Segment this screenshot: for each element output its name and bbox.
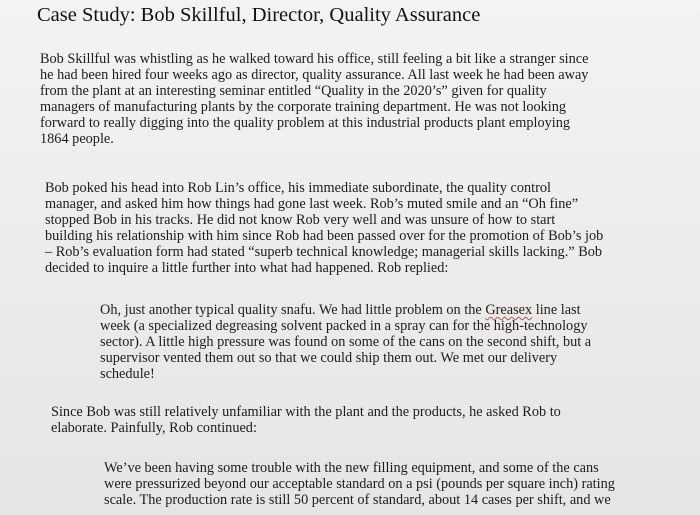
paragraph-line: managers of manufacturing plants by the corporate training department. He was not looking: [40, 99, 567, 115]
paragraph-3: [51, 404, 561, 436]
paragraph-line: stopped Bob in his tracks. He did not know Rob very well and was unsure of how to start: [45, 212, 556, 228]
paragraph-line: forward to really digging into the quality problem at this industrial products plant employing: [40, 115, 571, 131]
paragraph-line: – Rob’s evaluation form had stated “superb technical knowledge; managerial skills lacking.” Bob: [45, 244, 603, 260]
quote-text: line last: [532, 302, 581, 318]
quote-line: were pressurized beyond our acceptable standard on a psi (pounds per square inch) rating: [104, 476, 615, 492]
paragraph-line: Since Bob was still relatively unfamiliar with the plant and the products, he asked Rob to: [51, 404, 561, 420]
paragraph-1: [40, 51, 588, 147]
paragraph-line: decided to inquire a little further into what had happened. Rob replied:: [45, 260, 449, 276]
quote-block-2: [104, 460, 615, 508]
paragraph-line: building his relationship with him since Rob had been passed over for the promotion of Bob’s job: [45, 228, 604, 244]
document-title: Case Study: Bob Skillful, Director, Quality Assurance: [37, 4, 481, 26]
quote-line: [100, 302, 591, 318]
paragraph-line: elaborate. Painfully, Rob continued:: [51, 420, 257, 436]
quote-line: supervisor vented them out so that we could ship them out. We met our delivery: [100, 350, 558, 366]
quote-line: We’ve been having some trouble with the new filling equipment, and some of the cans: [104, 460, 599, 476]
quote-line: scale. The production rate is still 50 percent of standard, about 14 cases per shift, and we: [104, 492, 611, 508]
quote-block-1: [100, 302, 591, 382]
spellcheck-word: Greasex: [485, 302, 533, 318]
paragraph-line: Bob Skillful was whistling as he walked toward his office, still feeling a bit like a stranger since: [40, 51, 589, 67]
paragraph-line: from the plant at an interesting seminar entitled “Quality in the 2020’s” given for quality: [40, 83, 547, 99]
paragraph-line: Bob poked his head into Rob Lin’s office, his immediate subordinate, the quality control: [45, 180, 551, 196]
paragraph-line: he had been hired four weeks ago as director, quality assurance. All last week he had been away: [40, 67, 589, 83]
paragraph-line: manager, and asked him how things had gone last week. Rob’s muted smile and an “Oh fine”: [45, 196, 579, 212]
quote-line: schedule!: [100, 366, 155, 382]
quote-line: sector). A little high pressure was found on some of the cans on the second shift, but a: [100, 334, 592, 350]
quote-line: week (a specialized degreasing solvent packed in a spray can for the high-technology: [100, 318, 588, 334]
paragraph-line: 1864 people.: [40, 131, 114, 147]
quote-text: Oh, just another typical quality snafu. We had little problem on the: [100, 302, 486, 318]
paragraph-2: [45, 180, 603, 276]
